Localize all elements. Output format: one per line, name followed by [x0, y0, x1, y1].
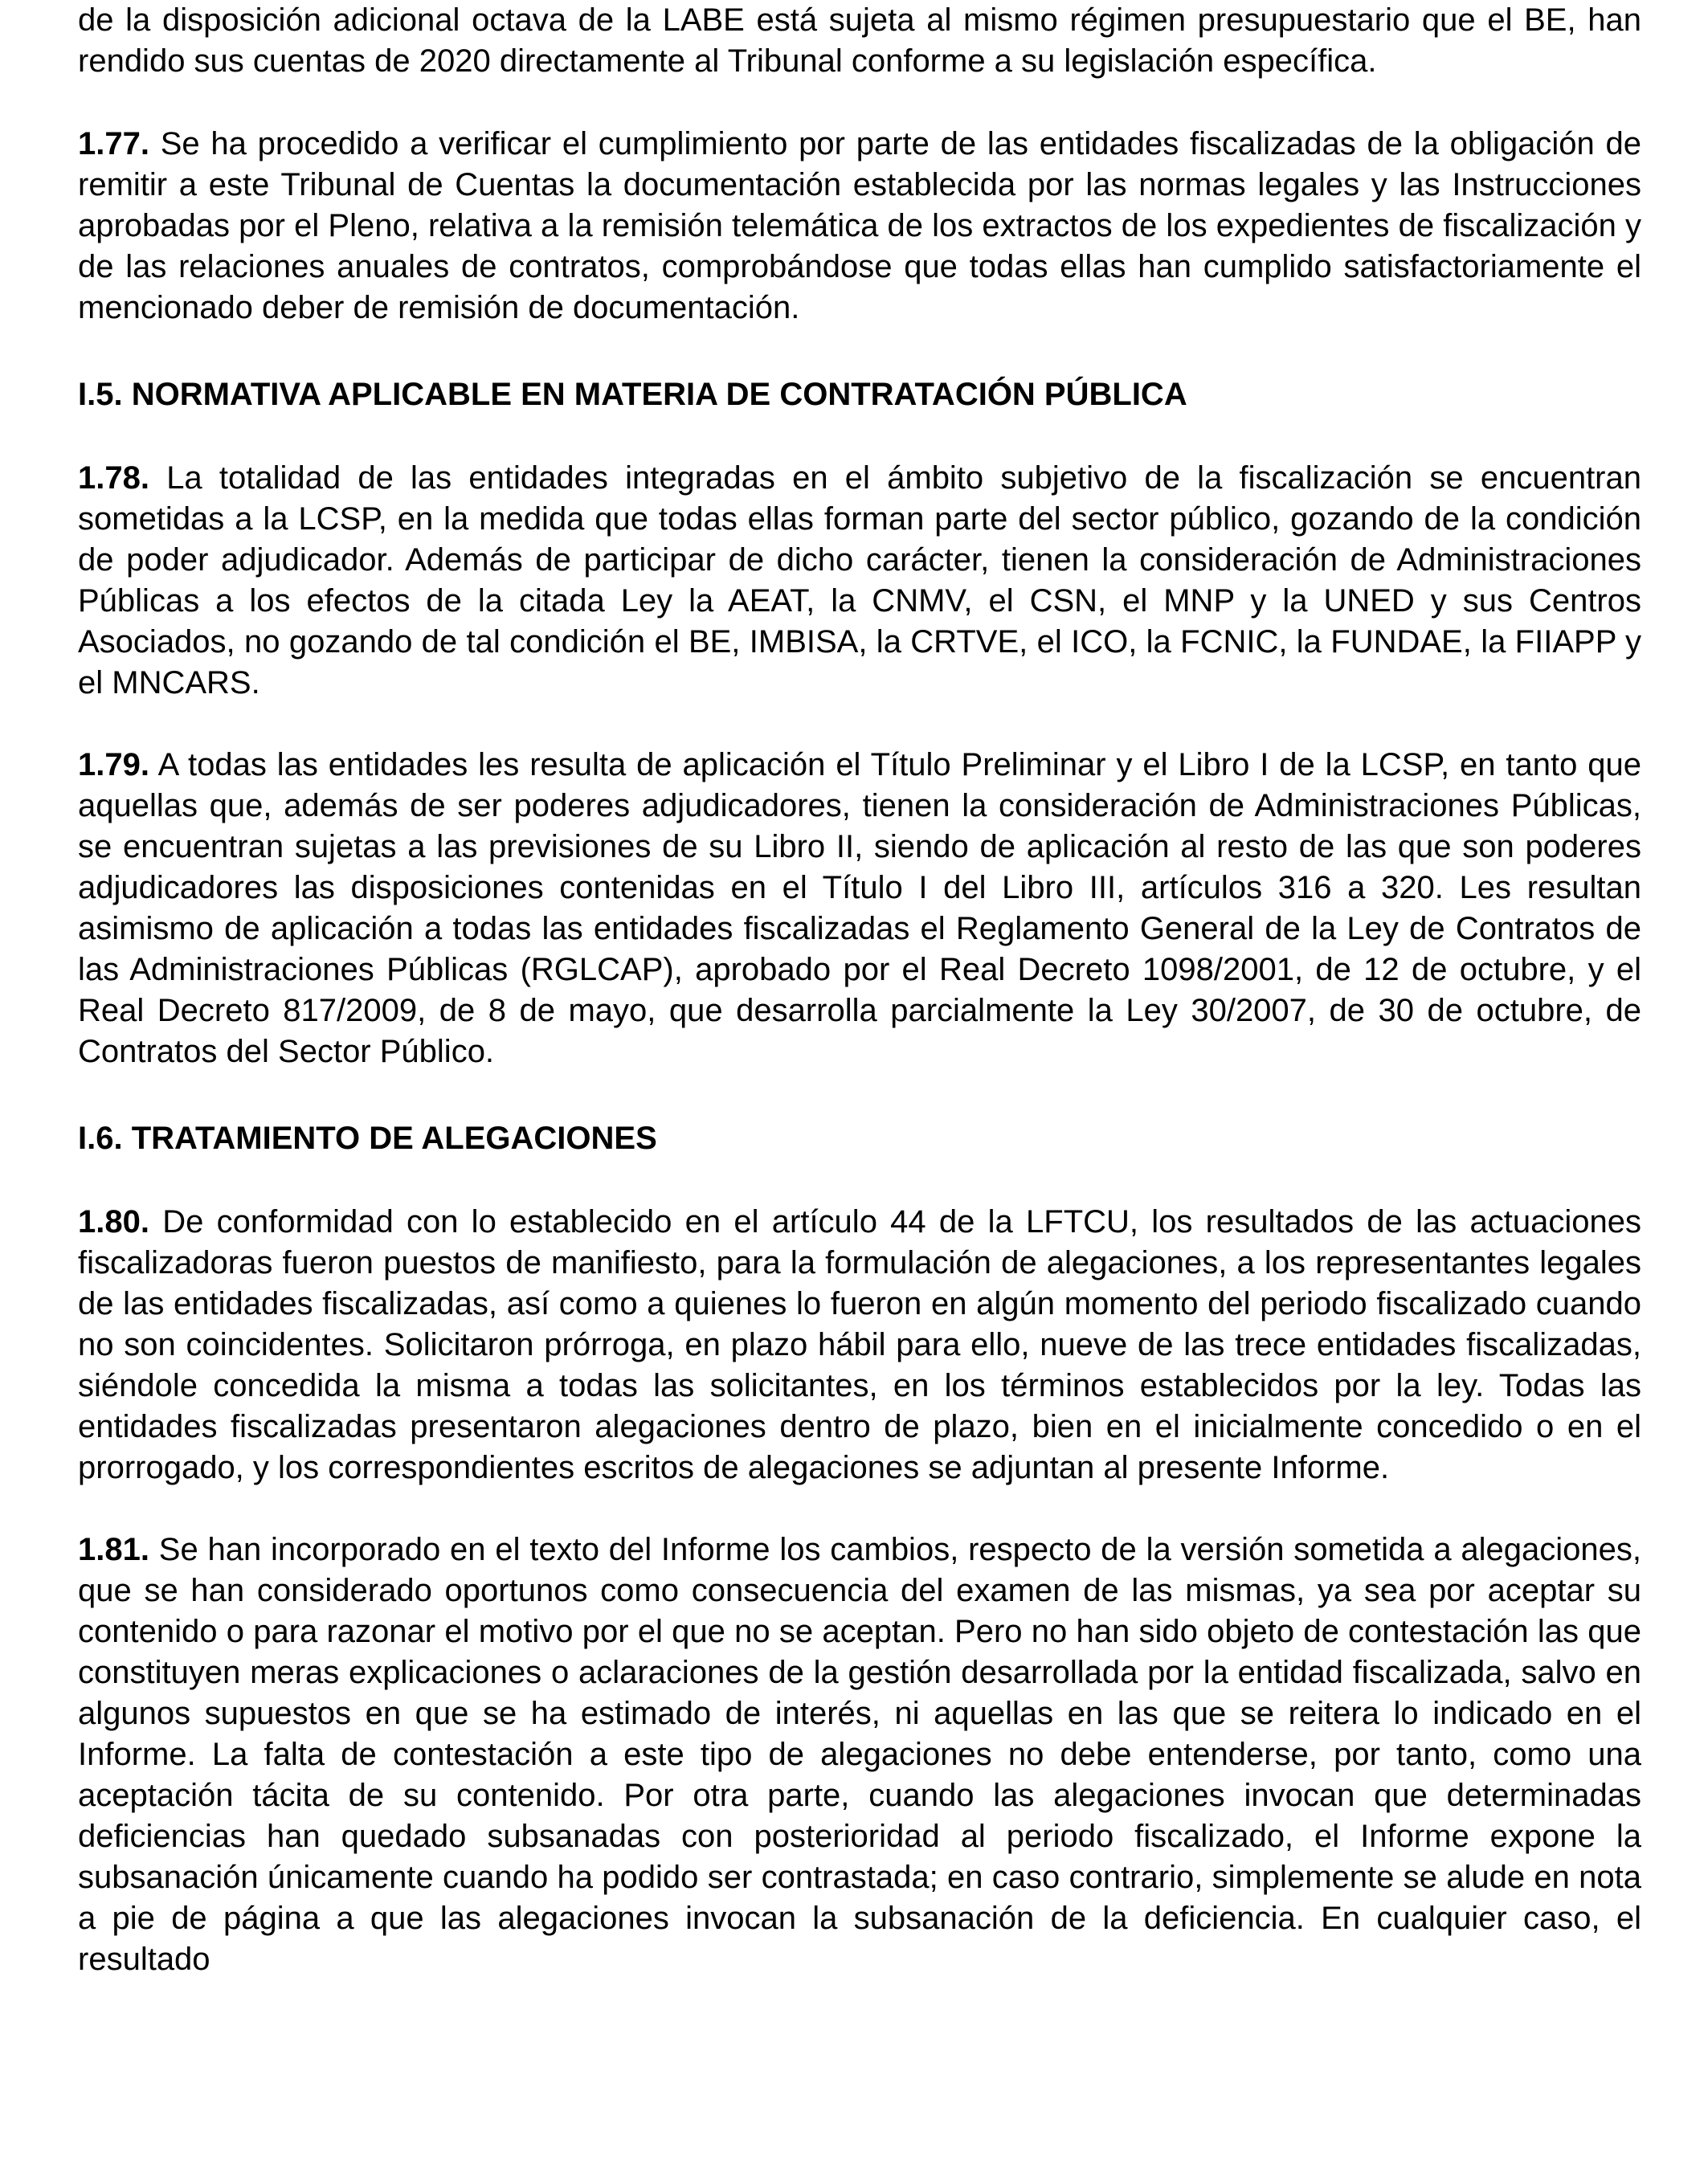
paragraph-text: De conformidad con lo establecido en el artículo 44 de la LFTCU, los resultados de las actuaciones fiscalizadoras fueron puestos de manifiesto, para la formulación de alegaciones, a los representantes legales de las entidades fiscalizadas, así como a quienes lo fueron en algún momento del periodo fiscalizado cuando no son coincidentes. Solicitaron prórroga, en plazo hábil para ello, nueve de las trece entidades fiscalizadas, siéndole concedida la misma a todas las solicitantes, en los términos establecidos por la ley. Todas las entidades fiscalizadas presentaron alegaciones dentro de plazo, bien en el inicialmente concedido o en el prorrogado, y los correspondientes escritos de alegaciones se adjuntan al presente Informe. — [78, 1204, 1641, 1485]
paragraph-1-77 — [78, 124, 1641, 329]
paragraph-text: de la disposición adicional octava de la LABE está sujeta al mismo régimen presupuestario que el BE, han rendido sus cuentas de 2020 directamente al Tribunal conforme a su legislación específica. — [78, 2, 1641, 79]
section-heading-i5: I.5. NORMATIVA APLICABLE EN MATERIA DE CONTRATACIÓN PÚBLICA — [78, 377, 1187, 412]
paragraph-1-81 — [78, 1530, 1641, 1980]
paragraph-text: La totalidad de las entidades integradas en el ámbito subjetivo de la fiscalización se encuentran sometidas a la LCSP, en la medida que todas ellas forman parte del sector público, gozando de la condición de poder adjudicador. Además de participar de dicho carácter, tienen la consideración de Administraciones Públicas a los efectos de la citada Ley la AEAT, la CNMV, el CSN, el MNP y la UNED y sus Centros Asociados, no gozando de tal condición el BE, IMBISA, la CRTVE, el ICO, la FCNIC, la FUNDAE, la FIIAPP y el MNCARS. — [78, 460, 1641, 700]
document-body — [78, 0, 1641, 1980]
paragraph-continuation — [78, 0, 1641, 82]
paragraph-number: 1.80. — [78, 1204, 149, 1240]
paragraph-1-78 — [78, 458, 1641, 704]
section-heading-i6: I.6. TRATAMIENTO DE ALEGACIONES — [78, 1121, 657, 1156]
paragraph-text: Se han incorporado en el texto del Informe los cambios, respecto de la versión sometida a alegaciones, que se han considerado oportunos como consecuencia del examen de las mismas, ya sea por aceptar su contenido o para razonar el motivo por el que no se aceptan. Pero no han sido objeto de contestación las que constituyen meras explicaciones o aclaraciones de la gestión desarrollada por la entidad fiscalizada, salvo en algunos supuestos en que se ha estimado de interés, ni aquellas en las que se reitera lo indicado en el Informe. La falta de contestación a este tipo de alegaciones no debe entenderse, por tanto, como una aceptación tácita de su contenido. Por otra parte, cuando las alegaciones invocan que determinadas deficiencias han quedado subsanadas con posterioridad al periodo fiscalizado, el Informe expone la subsanación únicamente cuando ha podido ser contrastada; en caso contrario, simplemente se alude en nota a pie de página a que las alegaciones invocan la subsanación de la deficiencia. En cualquier caso, el resultado — [78, 1532, 1641, 1977]
paragraph-text: A todas las entidades les resulta de aplicación el Título Preliminar y el Libro I de la LCSP, en tanto que aquellas que, además de ser poderes adjudicadores, tienen la consideración de Administraciones Públicas, se encuentran sujetas a las previsiones de su Libro II, siendo de aplicación al resto de las que son poderes adjudicadores las disposiciones contenidas en el Título I del Libro III, artículos 316 a 320. Les resultan asimismo de aplicación a todas las entidades fiscalizadas el Reglamento General de la Ley de Contratos de las Administraciones Públicas (RGLCAP), aprobado por el Real Decreto 1098/2001, de 12 de octubre, y el Real Decreto 817/2009, de 8 de mayo, que desarrolla parcialmente la Ley 30/2007, de 30 de octubre, de Contratos del Sector Público. — [78, 747, 1641, 1069]
paragraph-number: 1.81. — [78, 1532, 149, 1567]
paragraph-1-80 — [78, 1202, 1641, 1489]
paragraph-number: 1.78. — [78, 460, 149, 496]
paragraph-1-79 — [78, 745, 1641, 1072]
paragraph-number: 1.77. — [78, 126, 149, 161]
paragraph-text: Se ha procedido a verificar el cumplimiento por parte de las entidades fiscalizadas de la obligación de remitir a este Tribunal de Cuentas la documentación establecida por las normas legales y las Instrucciones aprobadas por el Pleno, relativa a la remisión telemática de los extractos de los expedientes de fiscalización y de las relaciones anuales de contratos, comprobándose que todas ellas han cumplido satisfactoriamente el mencionado deber de remisión de documentación. — [78, 126, 1641, 325]
paragraph-number: 1.79. — [78, 747, 149, 782]
